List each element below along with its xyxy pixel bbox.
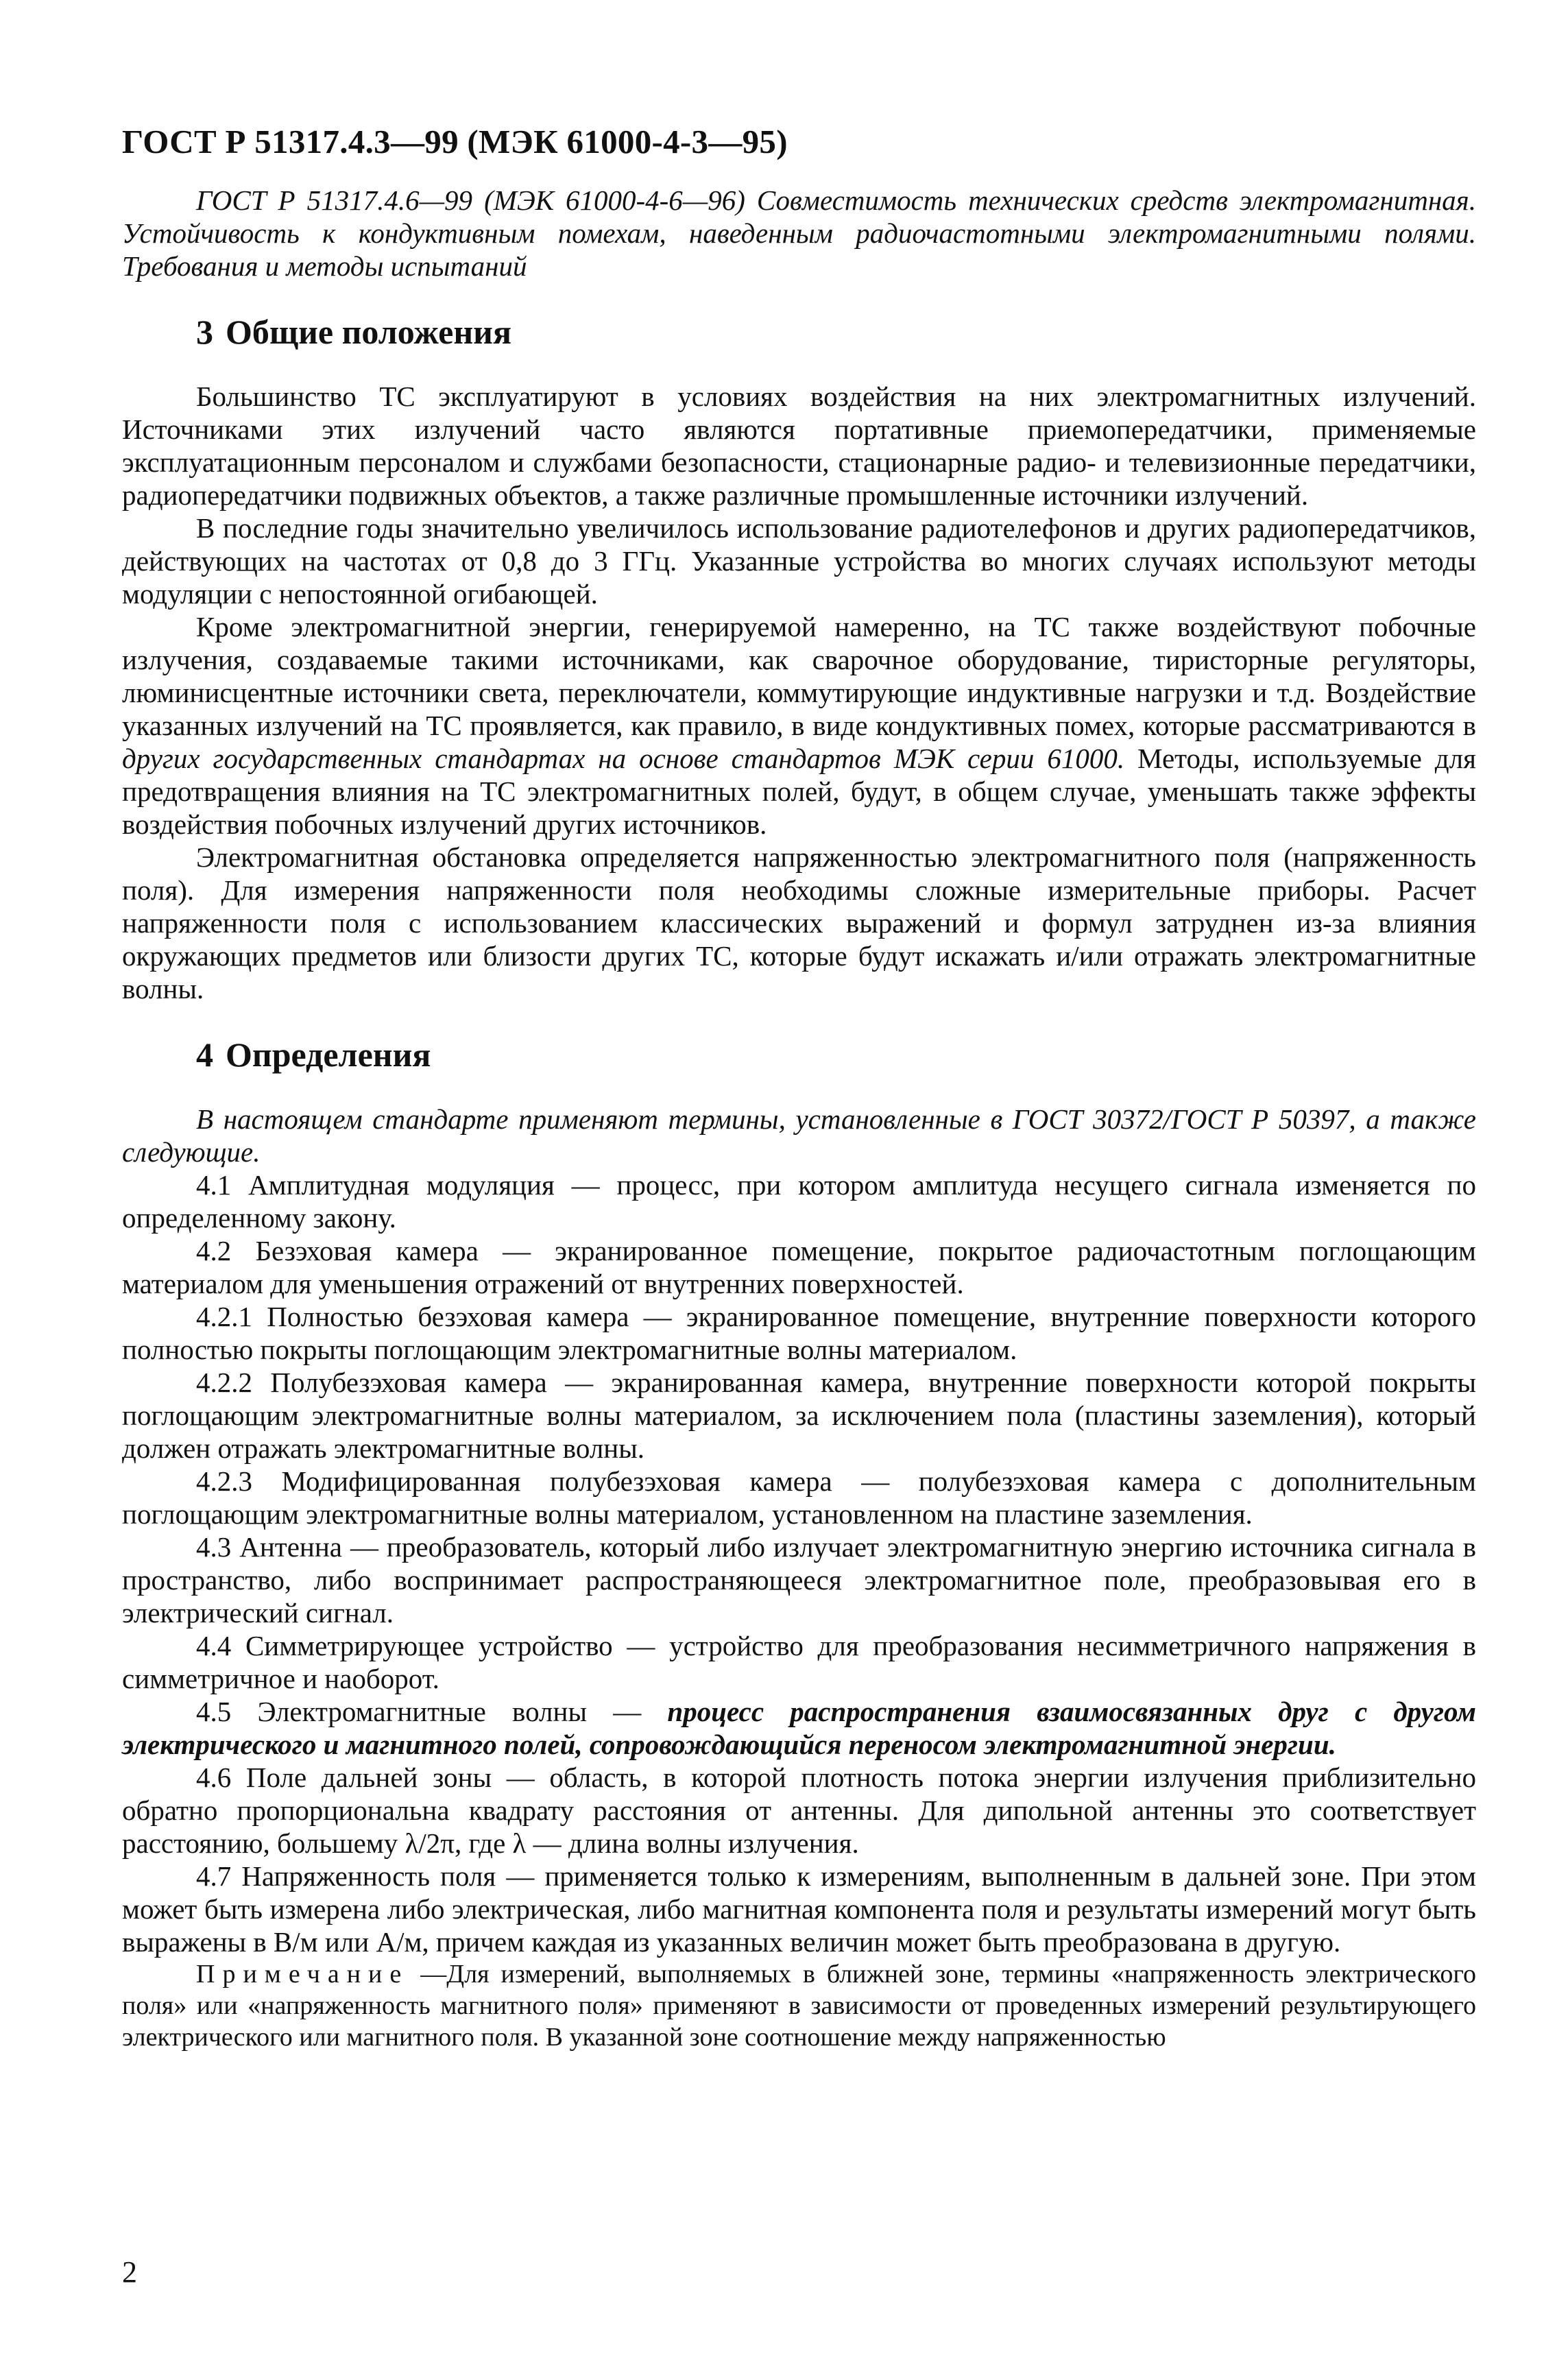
- note-text: —Для измерений, выполняемых в ближней зоне, термины «напряженность электрического поля» или «напряженность магнитного поля» применяют в зависимости от проведенных измерений результирующего электрического или магнитного поля. В указанной зоне соотношение между напряженностью: [122, 1960, 1476, 2052]
- definition-4-5-term: 4.5 Электромагнитные волны —: [196, 1696, 668, 1727]
- note: [122, 1958, 1476, 2053]
- definition-4-5-text: процесс распространения взаимосвязанных друг с другом электрического и магнитного полей, сопровождающийся переносом электромагнитной энергии.: [122, 1696, 1477, 1760]
- section-4-number: 4: [196, 1035, 213, 1074]
- section-3-paragraph-3: [122, 610, 1476, 841]
- definition-4-1: 4.1 Амплитудная модуляция — процесс, при котором амплитуда несущего сигнала изменяется по определенному закону.: [122, 1169, 1476, 1234]
- definition-4-2-3: 4.2.3 Модифицированная полубезэховая камера — полубезэховая камера с дополнительным поглощающим электромагнитные волны материалом, установленном на пластине заземления.: [122, 1465, 1476, 1530]
- definition-4-2: 4.2 Безэховая камера — экранированное помещение, покрытое радиочастотным поглощающим материалом для уменьшения отражений от внутренних поверхностей.: [122, 1235, 1476, 1299]
- note-label: Примечание: [196, 1960, 409, 1989]
- definition-4-3: 4.3 Антенна — преобразователь, который либо излучает электромагнитную энергию источника сигнала в пространство, либо воспринимает распространяющееся электромагнитное поле, преобразовывая его в электрический сигнал.: [122, 1531, 1476, 1629]
- paragraph-3-part-b: Методы, используемые для предотвращения влияния на ТС электромагнитных полей, будут, в общем случае, уменьшать также эффекты воздействия побочных излучений других источников.: [122, 743, 1476, 840]
- section-4-title: Определения: [226, 1035, 431, 1074]
- section-4-intro: В настоящем стандарте применяют термины, установленные в ГОСТ 30372/ГОСТ Р 50397, а также следующие.: [122, 1103, 1476, 1168]
- normative-reference: ГОСТ Р 51317.4.6—99 (МЭК 61000-4-6—96) Совместимость технических средств электромагнитная. Устойчивость к кондуктивным помехам, наведенным радиочастотными электромагнитными полями. Требования и методы испытаний: [122, 184, 1476, 282]
- definition-4-5: [122, 1695, 1476, 1761]
- page-number: 2: [122, 2255, 137, 2289]
- document-header: ГОСТ Р 51317.4.3—99 (МЭК 61000-4-3—95): [122, 123, 788, 160]
- section-3-paragraph-1: Большинство ТС эксплуатируют в условиях воздействия на них электромагнитных излучений. Источниками этих излучений часто являются портативные приемопередатчики, применяемые эксплуатационным персоналом и службами безопасности, стационарные радио- и телевизионные передатчики, радиопередатчики подвижных объектов, а также различные промышленные источники излучений.: [122, 381, 1476, 511]
- definition-4-7: 4.7 Напряженность поля — применяется только к измерениям, выполненным в дальней зоне. При этом может быть измерена либо электрическая, либо магнитная компонента поля и результаты измерений могут быть выражены в В/м или А/м, причем каждая из указанных величин может быть преобразована в другую.: [122, 1860, 1476, 1958]
- paragraph-3-part-a: Кроме электромагнитной энергии, генерируемой намеренно, на ТС также воздействуют побочные излучения, создаваемые такими источниками, как сварочное оборудование, тиристорные регуляторы, люминисцентные источники света, переключатели, коммутирующие индуктивные нагрузки и т.д. Воздействие указанных излучений на ТС проявляется, как правило, в виде кондуктивных помех, которые рассматриваются в: [122, 611, 1476, 741]
- definition-4-6: 4.6 Поле дальней зоны — область, в которой плотность потока энергии излучения приблизительно обратно пропорциональна квадрату расстояния от антенны. Для дипольной антенны это соответствует расстоянию, большему λ/2π, где λ — длина волны излучения.: [122, 1762, 1476, 1859]
- definition-4-4: 4.4 Симметрирующее устройство — устройство для преобразования несимметричного напряжения в симметричное и наоборот.: [122, 1630, 1476, 1694]
- definition-4-2-1: 4.2.1 Полностью безэховая камера — экранированное помещение, внутренние поверхности которого полностью покрыты поглощающим электромагнитные волны материалом.: [122, 1301, 1476, 1365]
- section-4-heading: [196, 1034, 1476, 1075]
- section-3-title: Общие положения: [226, 313, 512, 351]
- definition-4-2-2: 4.2.2 Полубезэховая камера — экранированная камера, внутренние поверхности которой покрыты поглощающим электромагнитные волны материалом, за исключением пола (пластины заземления), который должен отражать электромагнитные волны.: [122, 1367, 1476, 1464]
- section-3-number: 3: [196, 313, 213, 351]
- section-3-paragraph-4: Электромагнитная обстановка определяется напряженностью электромагнитного поля (напряженность поля). Для измерения напряженности поля необходимы сложные измерительные приборы. Расчет напряженности поля с использованием классических выражений и формул затруднен из-за влияния окружающих предметов или близости других ТС, которые будут искажать и/или отражать электромагнитные волны.: [122, 841, 1476, 1005]
- section-3-heading: [196, 311, 1476, 352]
- paragraph-3-italic: других государственных стандартах на основе стандартов МЭК серии 61000.: [122, 743, 1125, 774]
- page-content: [122, 184, 1476, 2053]
- section-3-paragraph-2: В последние годы значительно увеличилось использование радиотелефонов и других радиопередатчиков, действующих на частотах от 0,8 до 3 ГГц. Указанные устройства во многих случаях используют методы модуляции с непостоянной огибающей.: [122, 512, 1476, 610]
